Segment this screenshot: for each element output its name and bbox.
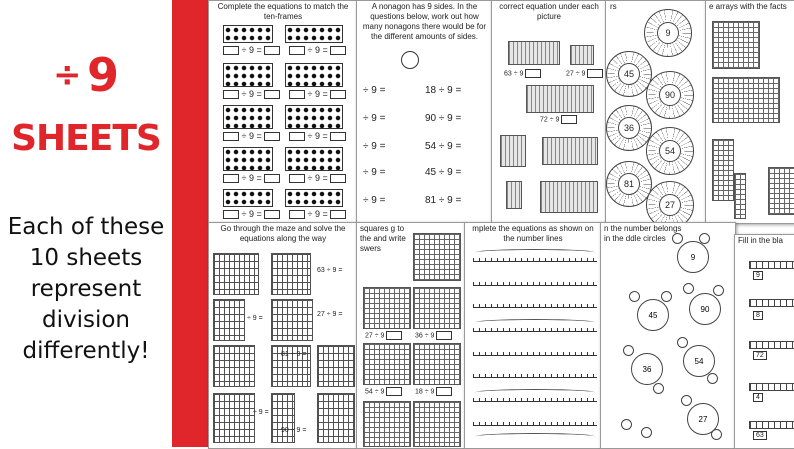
ring-center: 45 bbox=[618, 63, 640, 85]
flower-center: 54 bbox=[683, 345, 715, 377]
array-grid bbox=[712, 139, 734, 201]
array-grid bbox=[768, 167, 794, 215]
maze-tile bbox=[213, 299, 245, 341]
number-line bbox=[473, 277, 597, 286]
ten-frame bbox=[285, 147, 343, 171]
flower-center: 36 bbox=[631, 353, 663, 385]
ten-frame bbox=[223, 147, 273, 171]
hundred-grid bbox=[363, 401, 411, 447]
flower-petal bbox=[681, 395, 692, 406]
title-divisor bbox=[0, 48, 172, 102]
maze-equation: ÷ 9 = bbox=[247, 315, 263, 322]
equation-row: ÷ 9 = bbox=[223, 45, 280, 55]
sheet-number-lines bbox=[464, 222, 602, 449]
ten-frame bbox=[223, 105, 273, 129]
array-grid bbox=[734, 173, 746, 219]
array-grid bbox=[712, 77, 780, 123]
ring-center: 54 bbox=[659, 140, 681, 162]
maze-tile bbox=[213, 253, 259, 295]
equation-left: ÷ 9 = bbox=[363, 85, 386, 96]
division-symbol: ÷ bbox=[52, 55, 82, 95]
block-picture bbox=[526, 85, 594, 113]
equation-left: ÷ 9 = bbox=[363, 167, 386, 178]
block-equation: 72 ÷ 9 bbox=[540, 115, 577, 124]
maze-equation: 90 ÷ 9 = bbox=[281, 427, 307, 434]
number-line bbox=[473, 347, 597, 356]
ten-frame bbox=[223, 63, 273, 87]
maze-tile bbox=[213, 393, 255, 443]
flower-petal bbox=[661, 291, 672, 302]
description-text: Each of these 10 sheets represent division differently! bbox=[7, 214, 165, 364]
title-word: SHEETS bbox=[11, 118, 161, 159]
sheet-title: correct equation under each picture bbox=[499, 2, 599, 21]
red-divider-bar bbox=[172, 0, 208, 447]
ten-frame bbox=[285, 25, 343, 43]
flower-petal bbox=[653, 383, 664, 394]
bar-number: 9 bbox=[753, 271, 763, 280]
equation-row: ÷ 9 = bbox=[223, 131, 280, 141]
sheet-squares bbox=[356, 222, 466, 449]
bar-model bbox=[749, 261, 794, 269]
ring-center: 9 bbox=[657, 22, 679, 44]
array-grid bbox=[712, 21, 760, 69]
equation-row: ÷ 9 = bbox=[223, 173, 280, 183]
number-line bbox=[473, 299, 597, 308]
ten-frame bbox=[223, 25, 273, 43]
equation-right: 54 ÷ 9 = bbox=[425, 141, 462, 152]
number-line bbox=[473, 253, 597, 262]
grid-equation: 54 ÷ 9 bbox=[365, 387, 402, 396]
ten-frame bbox=[223, 189, 273, 207]
flower-petal bbox=[699, 233, 710, 244]
grid-equation: 36 ÷ 9 bbox=[415, 331, 452, 340]
equation-left: ÷ 9 = bbox=[363, 113, 386, 124]
bar-number: 72 bbox=[753, 351, 767, 360]
flower-petal bbox=[707, 373, 718, 384]
equation-right: 81 ÷ 9 = bbox=[425, 195, 462, 206]
number-line bbox=[473, 417, 597, 426]
maze-equation: ÷ 9 = bbox=[253, 409, 269, 416]
bar-number: 4 bbox=[753, 393, 763, 402]
flower-center: 90 bbox=[689, 293, 721, 325]
hundred-grid bbox=[363, 343, 411, 385]
grid-equation: 18 ÷ 9 bbox=[415, 387, 452, 396]
flower-petal bbox=[623, 345, 634, 356]
sheet-title: Go through the maze and solve the equations along the way bbox=[220, 224, 346, 243]
equation-right: 45 ÷ 9 = bbox=[425, 167, 462, 178]
block-picture bbox=[500, 135, 526, 167]
hundred-grid bbox=[413, 287, 461, 329]
ten-frame bbox=[285, 63, 343, 87]
sheet-title: rs bbox=[610, 2, 617, 11]
flower-petal bbox=[683, 283, 694, 294]
number-line bbox=[473, 393, 597, 402]
equation-left: ÷ 9 = bbox=[363, 195, 386, 206]
block-picture bbox=[542, 137, 598, 165]
maze-equation: 27 ÷ 9 = bbox=[317, 311, 343, 318]
maze-tile bbox=[271, 393, 295, 443]
equation-right: 18 ÷ 9 = bbox=[425, 85, 462, 96]
maze-tile bbox=[213, 345, 255, 387]
equation-row: ÷ 9 = bbox=[289, 209, 346, 219]
bar-model bbox=[749, 383, 794, 391]
sheet-ten-frames bbox=[208, 0, 358, 224]
flower-center: 45 bbox=[637, 299, 669, 331]
ten-frame bbox=[285, 189, 343, 207]
sheet-title: Complete the equations to match the ten-frames bbox=[217, 2, 349, 21]
flower-center: 9 bbox=[677, 241, 709, 273]
block-picture bbox=[506, 181, 522, 209]
sheet-nonagon bbox=[356, 0, 493, 224]
sheet-rings bbox=[605, 0, 707, 224]
maze-tile bbox=[317, 393, 355, 443]
flower-petal bbox=[713, 285, 724, 296]
sheet-flowers bbox=[600, 222, 736, 449]
grid-equation: 27 ÷ 9 bbox=[365, 331, 402, 340]
block-picture bbox=[508, 41, 560, 65]
jump-arcs bbox=[475, 433, 595, 440]
number-line bbox=[473, 369, 597, 378]
block-equation: 27 ÷ 9 bbox=[566, 69, 603, 78]
hundred-grid bbox=[413, 343, 461, 385]
sheet-arrays bbox=[705, 0, 794, 224]
sheet-title: squares g to the and write swers bbox=[360, 224, 406, 253]
equation-row: ÷ 9 = bbox=[223, 89, 280, 99]
maze-equation: 63 ÷ 9 = bbox=[317, 267, 343, 274]
flower-center: 27 bbox=[687, 403, 719, 435]
hundred-grid bbox=[413, 233, 461, 281]
ring-center: 81 bbox=[618, 173, 640, 195]
sheet-blocks bbox=[491, 0, 607, 224]
ring-center: 27 bbox=[659, 194, 681, 216]
bar-model bbox=[749, 299, 794, 307]
hundred-grid bbox=[413, 401, 461, 447]
left-panel bbox=[0, 0, 172, 447]
sheet-title: n the number belongs in the ddle circles bbox=[604, 224, 682, 243]
maze-tile bbox=[271, 299, 313, 341]
bar-model bbox=[749, 341, 794, 349]
equation-row: ÷ 9 = bbox=[289, 45, 346, 55]
flower-petal bbox=[641, 427, 652, 438]
bar-model bbox=[749, 421, 794, 429]
equation-left: ÷ 9 = bbox=[363, 141, 386, 152]
flower-petal bbox=[711, 429, 722, 440]
ring-center: 36 bbox=[618, 117, 640, 139]
equation-row: ÷ 9 = bbox=[289, 131, 346, 141]
ten-frame bbox=[285, 105, 343, 129]
number-line bbox=[473, 323, 597, 332]
bar-number: 8 bbox=[753, 311, 763, 320]
maze-tile bbox=[317, 345, 355, 387]
equation-row: ÷ 9 = bbox=[289, 89, 346, 99]
block-equation: 63 ÷ 9 bbox=[504, 69, 541, 78]
nonagon-shape bbox=[401, 51, 419, 69]
equation-row: ÷ 9 = bbox=[289, 173, 346, 183]
block-picture bbox=[540, 181, 598, 213]
maze-equation: 81 ÷ 9 = bbox=[281, 351, 307, 358]
sheet-title: A nonagon has 9 sides. In the questions below, work out how many nonagons there would be for the different amounts of sides. bbox=[362, 2, 487, 41]
ring-center: 90 bbox=[659, 84, 681, 106]
flower-petal bbox=[672, 233, 683, 244]
bar-number: 63 bbox=[753, 431, 767, 440]
sheet-title: Fill in the bla bbox=[738, 236, 783, 245]
sheet-title: e arrays with the facts bbox=[709, 2, 787, 11]
hundred-grid bbox=[363, 287, 411, 329]
equation-row: ÷ 9 = bbox=[223, 209, 280, 219]
sheet-title: mplete the equations as shown on the number lines bbox=[472, 224, 594, 243]
sheet-maze bbox=[208, 222, 358, 449]
flower-petal bbox=[621, 419, 632, 430]
block-picture bbox=[570, 45, 594, 65]
sheet-bars bbox=[734, 234, 794, 449]
equation-right: 90 ÷ 9 = bbox=[425, 113, 462, 124]
maze-tile bbox=[271, 253, 311, 295]
flower-petal bbox=[629, 291, 640, 302]
divisor-number: 9 bbox=[87, 48, 120, 102]
flower-petal bbox=[677, 337, 688, 348]
